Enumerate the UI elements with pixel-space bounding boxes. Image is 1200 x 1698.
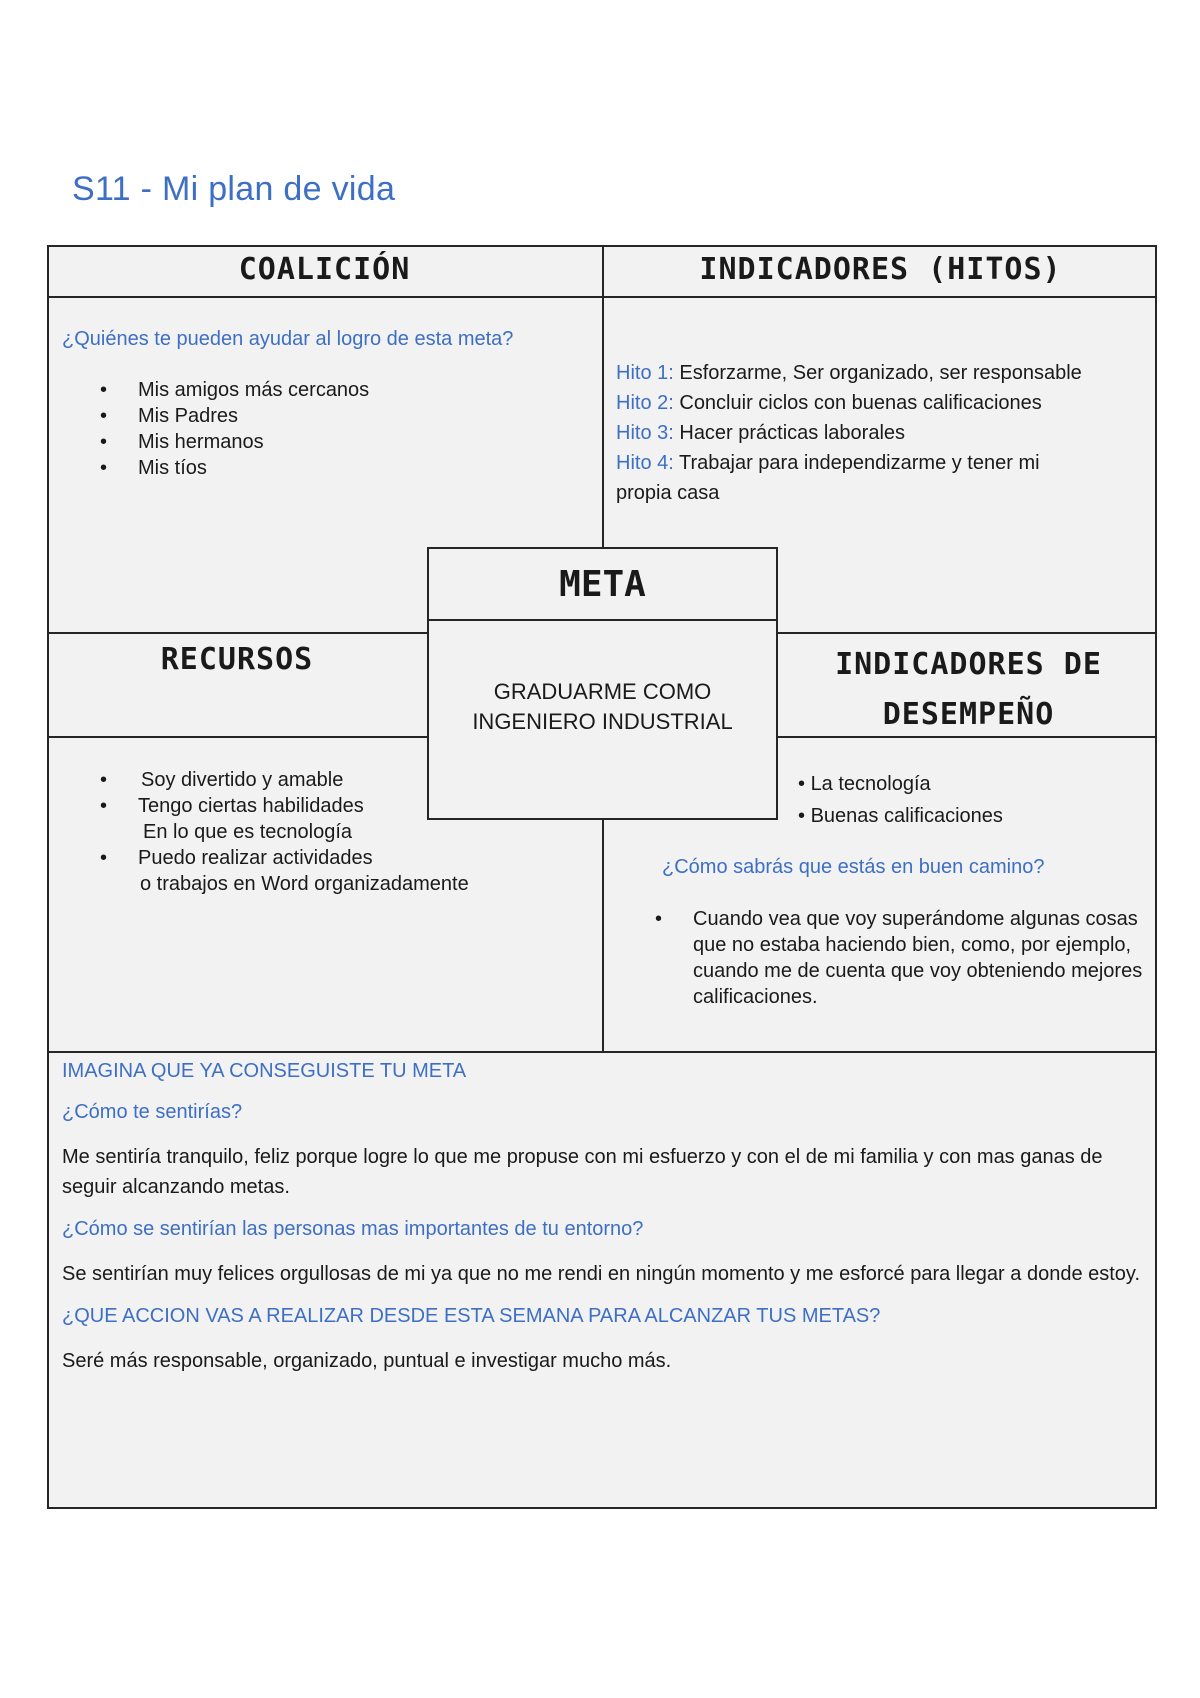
hito-text: Hacer prácticas laborales	[673, 422, 906, 444]
reflexion-section	[62, 1060, 1142, 1392]
hito-row	[616, 388, 1136, 418]
hito-label: Hito 3:	[616, 422, 674, 444]
meta-heading: META	[429, 549, 776, 621]
list-item: • Mis tíos	[100, 455, 560, 481]
list-item: • Cuando vea que voy superándome algunas cosas que no estaba haciendo bien, como, por ejemplo, cuando me de cuenta que voy obteniendo mejores calificaciones.	[655, 906, 1145, 1010]
hito-row	[616, 358, 1136, 388]
hito-row	[616, 418, 1136, 448]
recurso-text: Puedo realizar actividades	[138, 847, 373, 869]
recurso-text: Tengo ciertas habilidades	[138, 795, 364, 817]
list-item: • Mis hermanos	[100, 429, 560, 455]
middle-divider-right	[778, 632, 1157, 634]
recurso-text: Soy divertido y amable	[141, 769, 344, 791]
hito-label: Hito 1:	[616, 362, 674, 384]
hito-text: Esforzarme, Ser organizado, ser responsable	[673, 362, 1082, 384]
coalicion-list	[100, 377, 560, 481]
page-title: S11 - Mi plan de vida	[72, 170, 396, 208]
meta-text	[429, 677, 776, 737]
reflexion-question-3: ¿QUE ACCION VAS A REALIZAR DESDE ESTA SEMANA PARA ALCANZAR TUS METAS?	[62, 1305, 881, 1327]
desempeno-heading	[780, 640, 1157, 740]
reflexion-answer-3: Seré más responsable, organizado, puntual e investigar mucho más.	[62, 1350, 672, 1372]
coalicion-heading: COALICIÓN	[238, 252, 411, 287]
desempeno-question: ¿Cómo sabrás que estás en buen camino?	[662, 856, 1045, 878]
meta-line: INGENIERO INDUSTRIAL	[472, 709, 733, 734]
coalicion-question: ¿Quiénes te pueden ayudar al logro de esta meta?	[62, 328, 514, 350]
hito-label: Hito 2:	[616, 392, 674, 414]
hitos-heading: INDICADORES (HITOS)	[699, 252, 1062, 287]
reflexion-answer-1: Me sentiría tranquilo, feliz porque logre lo que me propuse con mi esfuerzo y con el de mi familia y con mas ganas de seguir alcanzando metas.	[62, 1146, 1103, 1198]
subheader-divider-left	[47, 736, 427, 738]
list-item	[100, 845, 530, 897]
list-item: • La tecnología	[798, 773, 931, 795]
hito-text: Trabajar para independizarme y tener mi propia casa	[616, 452, 1040, 504]
list-item: • Mis Padres	[100, 403, 560, 429]
desempeno-heading-line: DESEMPEÑO	[882, 697, 1055, 732]
recurso-text-cont: En lo que es tecnología	[143, 821, 353, 843]
desempeno-item: La tecnología	[810, 773, 931, 795]
bottom-section-divider	[47, 1051, 1157, 1053]
recurso-text-cont: o trabajos en Word organizadamente	[140, 873, 469, 895]
center-divider-bottom	[602, 820, 604, 1052]
reflexion-question-2: ¿Cómo se sentirían las personas mas importantes de tu entorno?	[62, 1218, 644, 1240]
hitos-list	[616, 358, 1136, 508]
reflexion-heading: IMAGINA QUE YA CONSEGUISTE TU META	[62, 1060, 467, 1082]
list-item: • Buenas calificaciones	[798, 805, 1003, 827]
meta-line: GRADUARME COMO	[493, 679, 712, 704]
hito-row	[616, 448, 1086, 508]
hito-label: Hito 4:	[616, 452, 674, 474]
list-item: • Mis amigos más cercanos	[100, 377, 560, 403]
desempeno-heading-line: INDICADORES DE	[835, 647, 1102, 682]
meta-box	[427, 547, 778, 820]
reflexion-answer-2: Se sentirían muy felices orgullosas de mi ya que no me rendi en ningún momento y me esforcé para llegar a donde estoy.	[62, 1263, 1140, 1285]
desempeno-item: Buenas calificaciones	[810, 805, 1003, 827]
reflexion-question-1: ¿Cómo te sentirías?	[62, 1101, 243, 1123]
desempeno-list	[798, 768, 1003, 832]
hito-text: Concluir ciclos con buenas calificaciones	[673, 392, 1042, 414]
middle-divider-left	[47, 632, 427, 634]
center-divider-top	[602, 245, 604, 547]
recursos-heading: RECURSOS	[160, 642, 314, 677]
desempeno-answer-list	[655, 906, 1145, 1010]
